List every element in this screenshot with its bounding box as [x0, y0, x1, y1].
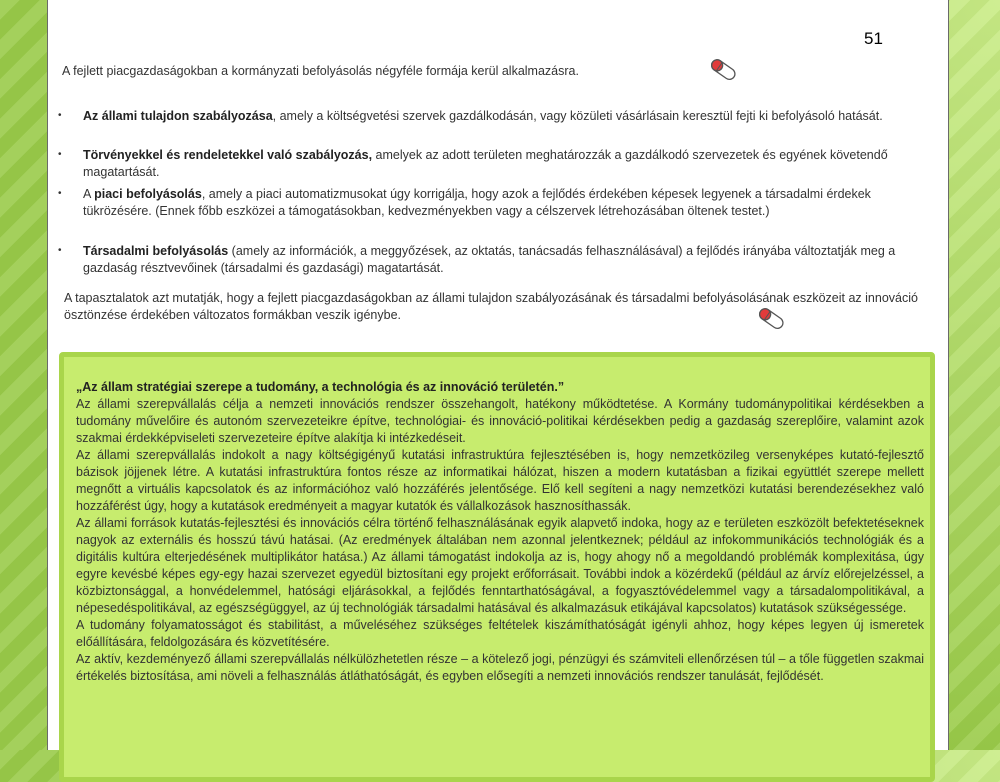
box-title: „Az állam stratégiai szerepe a tudomány, a technológia és az innováció területén.” — [76, 380, 565, 394]
pen-icon — [754, 305, 788, 333]
page-number: 51 — [864, 29, 883, 48]
box-paragraph: Az állami szerepvállalás célja a nemzeti innovációs rendszer összehangolt, hatékony működtetése. A Kormány tudománypolitikai kérdésekben a tudomány művelőire és autonóm szervezeteikre építve, technológiai- és innováció-politikai kérdésekben pedig a gazdaság szereplőire, valamint azok szakmai érdekképviseleti szervezeteire építve alakítja ki intézkedéseit. — [76, 397, 924, 445]
highlight-box-content — [76, 379, 924, 685]
box-paragraph: A tudomány folyamatosságot és stabilitást, a műveléséhez szükséges feltételek kiszámíthatóságát igényli ahhoz, hogy képes legyen új ismeretek előállítására, feldolgozására és közvetítésére. — [76, 618, 924, 649]
slide: 51 A fejlett piacgazdaságokban a kormányzati befolyásolás négyféle formája kerül alkalmazásra. • Az állami tulajdon szabályozása, amely a költségvetési szervek gazdálkodásán, vagy közületi vásárlásain keresztül fejti ki befolyásoló hatását. • Törvényekkel és rendeletekkel való szabályozás, amelyek az adott területen meghatározzák a gazdálkodó szervezetek és egyének követendő magatartását. • A piaci befolyásolás, amely a piaci automatizmusokat úgy korrigálja, hogy azok a fejlődés érdekében képesek legyenek a társadalmi érdekek tükrözésére. (Ennek főbb eszközei a támogatásokban, kedvezményekben vagy a célszervek létrehozásában öltenek testet.) • Társadalmi befolyásolás (amely az információk, a meggyőzések, az oktatás, tanácsadás felhasználásával) a fejlődés irányába változtatják meg a gazdaság résztvevőinek (társadalmi és gazdasági) magatartását. A tapasztalatok azt mutatják, hogy a fejlett piacgazdaságokban az állami tulajdon szabályozásának és társadalmi befolyásolásának eszközeit az innováció ösztönzése érdekében változatos formákban veszik igénybe. „Az állam stratégiai szerepe a tudomány, a technológia és az innováció területén.” Az állami szerepvállalás célja a nemzeti innovációs rendszer összehangolt, hatékony működtetése. A Kormány tudománypolitikai kérdésekben a tudomány művelőire és autonóm szervezeteikre építve, technológiai- és innováció-politikai kérdésekben pedig a gazdaság szereplőire, valamint azok szakmai érdekképviseleti szervezeteire építve alakítja ki intézkedéseit. Az állami szerepvállalás indokolt a nagy költségigényű kutatási infrastruktúra fejlesztésében is, hogy nemzetközileg versenyképes kutató-fejlesztő bázisok jöjjenek létre. A kutatási infrastruktúra fontos része az informatikai hálózat, hiszen a modern kutatásban a fizikai együttlét szerepe mellett megnőtt a virtuális kapcsolatok és az információhoz való hozzáférés jelentősége. Elő kell segíteni a nagy nemzetközi kutatási berendezésekhez való hozzáférést úgy, hogy a kutatások eredményeit a magyar kutatók és vállalkozások hasznosíthassák. Az állami források kutatás-fejlesztési és innovációs célra történő felhasználásának egyik alapvető indoka, hogy az e területen eszközölt befektetéseknek nagyok az externális és hosszú távú hatásai. (Az eredmények általában nem azonnal jelentkeznek; például az infokommunikációs technológiák és a digitális kultúra elterjedésének multiplikátor hatása.) Az állami támogatást indokolja az is, hogy ahogy nő a megoldandó problémák komplexitása, úgy egyre kevésbé képes egy-egy hazai szervezet egyedül biztosítani egy projekt erőforrásait. További indok a közérdekű (például az árvíz előrejelzéssel, a közbiztonsággal, a honvédelemmel, hatósági eljárásokkal, a fejlődés fenntarthatóságával, a fogyasztóvédelemmel vagy a társadalompolitikával, a népesedéspolitikával, az egészségüggyel, az új technológiák társadalmi hatásával és alkalmazásuk etikájával kapcsolatos) kutatások szükségessége. A tudomány folyamatosságot és stabilitást, a műveléséhez szükséges feltételek kiszámíthatóságát igényli ahhoz, hogy képes legyen új ismeretek előállítására, feldolgozására és közvetítésére. Az aktív, kezdeményező állami szerepvállalás nélkülözhetetlen része – a kötelező jogi, pénzügyi és számviteli ellenőrzésen túl – a tőle független szakmai értékelés biztosítása, ami növeli a felhasználás átláthatóságát, és egyben elősegíti a nemzeti innovációs rendszer tanulását, fejlődését. — [47, 0, 949, 750]
bullet-dot: • — [58, 110, 62, 121]
summary-text: A tapasztalatok azt mutatják, hogy a fejlett piacgazdaságokban az állami tulajdon szabályozásának és társadalmi befolyásolásának eszközeit az innováció ösztönzése érdekében változatos formákban veszik igénybe. — [64, 291, 918, 322]
bullet-dot: • — [58, 188, 62, 199]
highlight-box — [59, 352, 935, 782]
box-paragraph: Az állami szerepvállalás indokolt a nagy költségigényű kutatási infrastruktúra fejlesztésében is, hogy nemzetközileg versenyképes kutató-fejlesztő bázisok jöjjenek létre. A kutatási infrastruktúra fontos része az informatikai hálózat, hiszen a modern kutatásban a fizikai együttlét szerepe mellett megnőtt a virtuális kapcsolatok és az információhoz való hozzáférés jelentősége. Elő kell segíteni a nagy nemzetközi kutatási berendezésekhez való hozzáférést úgy, hogy a kutatások eredményeit a magyar kutatók és vállalkozások hasznosíthassák. — [76, 448, 924, 513]
bullet-term: piaci befolyásolás — [94, 187, 202, 201]
bullet-term: Társadalmi befolyásolás — [83, 244, 229, 258]
pen-icon — [706, 56, 740, 84]
bullet-dot: • — [58, 149, 62, 160]
intro-text: A fejlett piacgazdaságokban a kormányzati befolyásolás négyféle formája kerül alkalmazásra. — [62, 64, 579, 78]
bullet-dot: • — [58, 245, 62, 256]
bullet-term: Az állami tulajdon szabályozása — [83, 109, 273, 123]
box-paragraph: Az aktív, kezdeményező állami szerepvállalás nélkülözhetetlen része – a kötelező jogi, pénzügyi és számviteli ellenőrzésen túl – a tőle független szakmai értékelés biztosítása, ami növeli a felhasználás átláthatóságát, és egyben elősegíti a nemzeti innovációs rendszer tanulását, fejlődését. — [76, 652, 924, 683]
bullet-term: Törvényekkel és rendeletekkel való szabályozás, — [83, 148, 373, 162]
box-paragraph: Az állami források kutatás-fejlesztési és innovációs célra történő felhasználásának egyik alapvető indoka, hogy az e területen eszközölt befektetéseknek nagyok az externális és hosszú távú hatásai. (Az eredmények általában nem azonnal jelentkeznek; például az infokommunikációs technológiák és a digitális kultúra elterjedésének multiplikátor hatása.) Az állami támogatást indokolja az is, hogy ahogy nő a megoldandó problémák komplexitása, úgy egyre kevésbé képes egy-egy hazai szervezet egyedül biztosítani egy projekt erőforrásait. További indok a közérdekű (például az árvíz előrejelzéssel, a közbiztonsággal, a honvédelemmel, hatósági eljárásokkal, a fejlődés fenntarthatóságával, a fogyasztóvédelemmel vagy a társadalompolitikával, a népesedéspolitikával, az egészségüggyel, az új technológiák társadalmi hatásával és alkalmazásuk etikájával kapcsolatos) kutatások szükségessége. — [76, 516, 924, 615]
